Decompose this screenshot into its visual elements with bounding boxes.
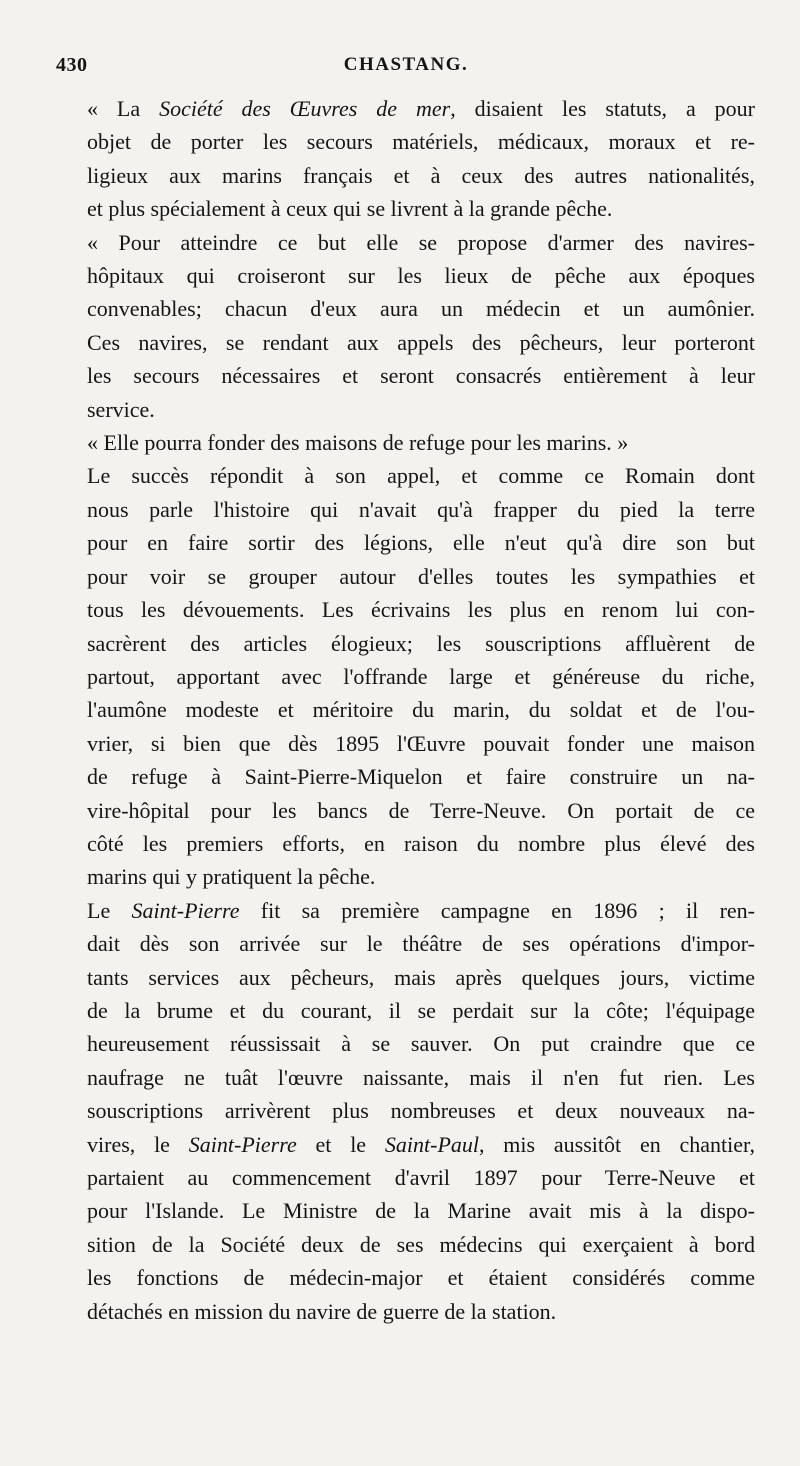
text-line: « Elle pourra fonder des maisons de refuge pour les marins. » — [87, 430, 629, 456]
text-line: Le succès répondit à son appel, et comme ce Romain dont — [87, 463, 755, 489]
text-line: Le Saint-Pierre fit sa première campagne en 1896 ; il ren- — [87, 897, 755, 923]
text-line: partout, apportant avec l'offrande large et généreuse du riche, — [87, 663, 755, 689]
paragraph — [55, 92, 755, 226]
italic-title: Saint-Paul — [384, 1131, 479, 1157]
text-line: de refuge à Saint-Pierre-Miquelon et faire construire un na- — [87, 764, 755, 790]
page-header — [56, 54, 756, 84]
body-text — [55, 92, 755, 1328]
italic-title: Saint-Pierre — [188, 1131, 297, 1157]
text-line: sacrèrent des articles élogieux; les souscriptions affluèrent de — [87, 630, 755, 656]
paragraph — [55, 894, 755, 1328]
text-line: service. — [87, 396, 155, 422]
text-line: Ces navires, se rendant aux appels des pêcheurs, leur porteront — [87, 329, 755, 355]
text-line: souscriptions arrivèrent plus nombreuses et deux nouveaux na- — [87, 1098, 755, 1124]
text-line: « Pour atteindre ce but elle se propose d'armer des navires- — [87, 229, 755, 255]
text-line: vire-hôpital pour les bancs de Terre-Neuve. On portait de ce — [87, 797, 755, 823]
text-line: pour l'Islande. Le Ministre de la Marine avait mis à la dispo- — [87, 1198, 755, 1224]
text-line: tous les dévouements. Les écrivains les plus en renom lui con- — [87, 597, 755, 623]
text-line: « La Société des Œuvres de mer, disaient les statuts, a pour — [87, 96, 755, 121]
text-line: les fonctions de médecin-major et étaient considérés comme — [87, 1265, 755, 1291]
text-line: de la brume et du courant, il se perdait sur la côte; l'équipage — [87, 997, 755, 1023]
text-line: et plus spécialement à ceux qui se livrent à la grande pêche. — [87, 196, 613, 222]
paragraph — [55, 226, 755, 426]
text-line: dait dès son arrivée sur le théâtre de ses opérations d'impor- — [87, 931, 755, 957]
page-number: 430 — [56, 54, 88, 76]
text-line: hôpitaux qui croiseront sur les lieux de pêche aux époques — [87, 263, 755, 289]
paragraph — [55, 459, 755, 893]
text-line: nous parle l'histoire qui n'avait qu'à frapper du pied la terre — [87, 496, 755, 522]
text-line: vrier, si bien que dès 1895 l'Œuvre pouvait fonder une maison — [87, 730, 755, 756]
text-line: vires, le Saint-Pierre et le Saint-Paul, mis aussitôt en chantier, — [87, 1131, 755, 1157]
italic-title: Société des Œuvres de mer — [159, 96, 451, 121]
text-line: objet de porter les secours matériels, médicaux, moraux et re- — [87, 129, 755, 155]
text-line: pour voir se grouper autour d'elles toutes les sympathies et — [87, 563, 755, 589]
paragraph — [55, 426, 755, 459]
text-line: naufrage ne tuât l'œuvre naissante, mais il n'en fut rien. Les — [87, 1064, 755, 1090]
text-line: tants services aux pêcheurs, mais après quelques jours, victime — [87, 964, 755, 990]
text-line: convenables; chacun d'eux aura un médecin et un aumônier. — [87, 296, 755, 322]
text-line: heureusement réussissait à se sauver. On put craindre que ce — [87, 1031, 755, 1057]
italic-title: Saint-Pierre — [131, 897, 240, 923]
text-line: détachés en mission du navire de guerre de la station. — [87, 1298, 557, 1324]
text-line: ligieux aux marins français et à ceux des autres nationalités, — [87, 162, 755, 188]
text-line: les secours nécessaires et seront consacrés entièrement à leur — [87, 363, 755, 389]
running-head: CHASTANG. — [343, 54, 469, 75]
text-line: pour en faire sortir des légions, elle n'eut qu'à dire son but — [87, 530, 755, 556]
text-line: sition de la Société deux de ses médecins qui exerçaient à bord — [87, 1231, 755, 1257]
text-line: partaient au commencement d'avril 1897 pour Terre-Neuve et — [87, 1165, 755, 1190]
text-line: marins qui y pratiquent la pêche. — [87, 864, 376, 890]
text-line: côté les premiers efforts, en raison du nombre plus élevé des — [87, 830, 755, 856]
text-line: l'aumône modeste et méritoire du marin, du soldat et de l'ou- — [87, 697, 755, 723]
